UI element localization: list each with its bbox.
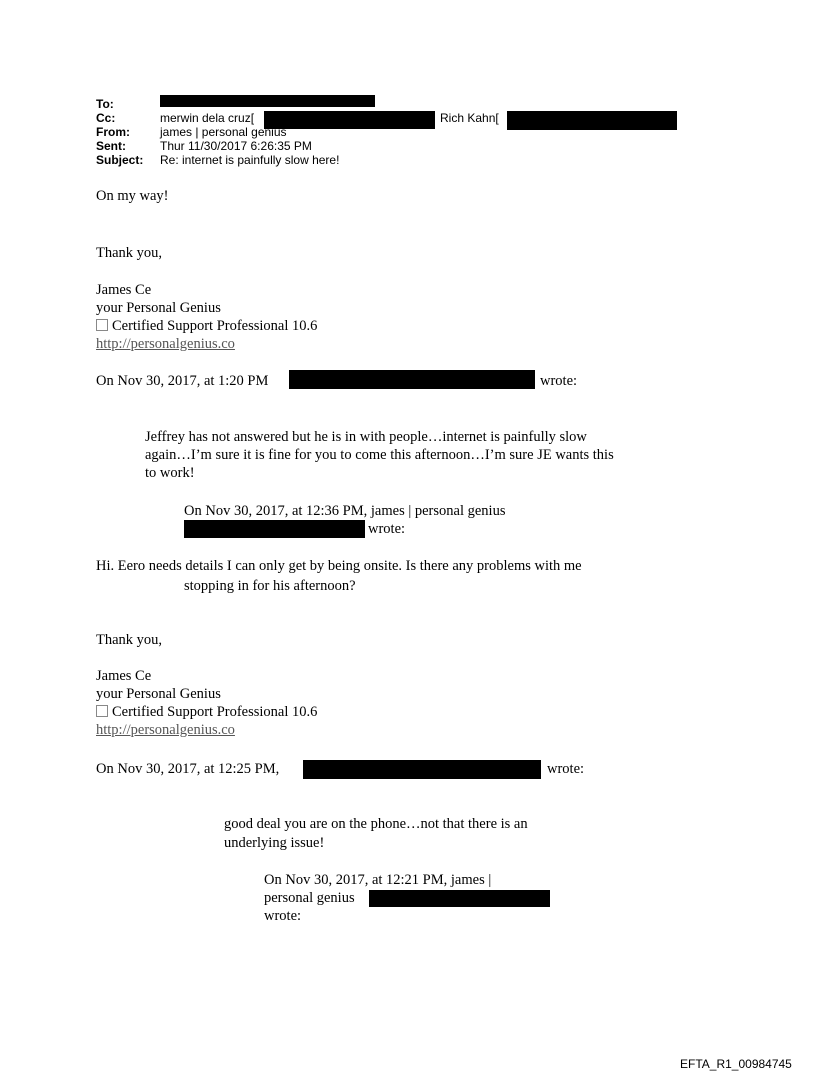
reply-text: On my way! <box>96 188 169 204</box>
checkbox-glyph-icon <box>96 319 108 331</box>
checkbox-glyph-icon <box>96 705 108 717</box>
quote3-intro-a: On Nov 30, 2017, at 12:25 PM, <box>96 761 280 777</box>
redaction-cc1 <box>264 111 435 129</box>
quote2-intro-line1: On Nov 30, 2017, at 12:36 PM, james | personal genius <box>184 503 506 519</box>
header-subject: Re: internet is painfully slow here! <box>160 153 340 167</box>
header-cc-name1: merwin dela cruz[ <box>160 111 255 125</box>
sig2-cert: Certified Support Professional 10.6 <box>96 703 317 721</box>
message2-line2: stopping in for his afternoon? <box>184 578 356 594</box>
sig1-name: James Ce <box>96 282 152 298</box>
header-subject-label: Subject: <box>96 153 144 167</box>
quote1-intro-b: wrote: <box>540 373 578 389</box>
doc-id: EFTA_R1_00984745 <box>680 1057 792 1071</box>
quote3-line1: good deal you are on the phone…not that there is an <box>224 816 528 832</box>
header-from: james | personal genius <box>160 125 287 139</box>
header-from-label: From: <box>96 125 130 139</box>
message2-line1: Hi. Eero needs details I can only get by being onsite. Is there any problems with me <box>96 558 582 574</box>
redaction-to <box>160 95 375 107</box>
quote4-line1: On Nov 30, 2017, at 12:21 PM, james | <box>264 872 492 888</box>
sig2-link[interactable]: http://personalgenius.co <box>96 722 235 738</box>
quote1-line3: to work! <box>145 465 195 481</box>
sig2-title: your Personal Genius <box>96 686 221 702</box>
thanks-text-2: Thank you, <box>96 632 163 648</box>
quote1-line2: again…I’m sure it is fine for you to come this afternoon…I’m sure JE wants this <box>145 447 614 463</box>
header-cc-name2: Rich Kahn[ <box>440 111 499 125</box>
header-to-label: To: <box>96 97 114 111</box>
header-sent: Thur 11/30/2017 6:26:35 PM <box>160 139 312 153</box>
quote3-line2: underlying issue! <box>224 835 325 851</box>
redaction-q1 <box>289 370 535 389</box>
quote1-line1: Jeffrey has not answered but he is in with people…internet is painfully slow <box>145 429 587 445</box>
header-cc-label: Cc: <box>96 111 116 125</box>
quote4-line3: wrote: <box>264 908 302 924</box>
thanks-text-1: Thank you, <box>96 245 163 261</box>
quote2-intro-line2: wrote: <box>368 521 406 537</box>
redaction-q4 <box>369 890 550 907</box>
quote4-line2: personal genius <box>264 890 355 906</box>
quote3-intro-b: wrote: <box>547 761 585 777</box>
signature-1 <box>96 281 317 353</box>
sig1-link[interactable]: http://personalgenius.co <box>96 336 235 352</box>
header-sent-label: Sent: <box>96 139 126 153</box>
sig2-name: James Ce <box>96 668 152 684</box>
sig1-title: your Personal Genius <box>96 300 221 316</box>
quote1-intro-a: On Nov 30, 2017, at 1:20 PM <box>96 373 269 389</box>
signature-2 <box>96 667 317 739</box>
redaction-q3 <box>303 760 541 779</box>
redaction-q2 <box>184 520 365 538</box>
sig1-cert: Certified Support Professional 10.6 <box>96 317 317 335</box>
redaction-cc2 <box>507 111 677 130</box>
